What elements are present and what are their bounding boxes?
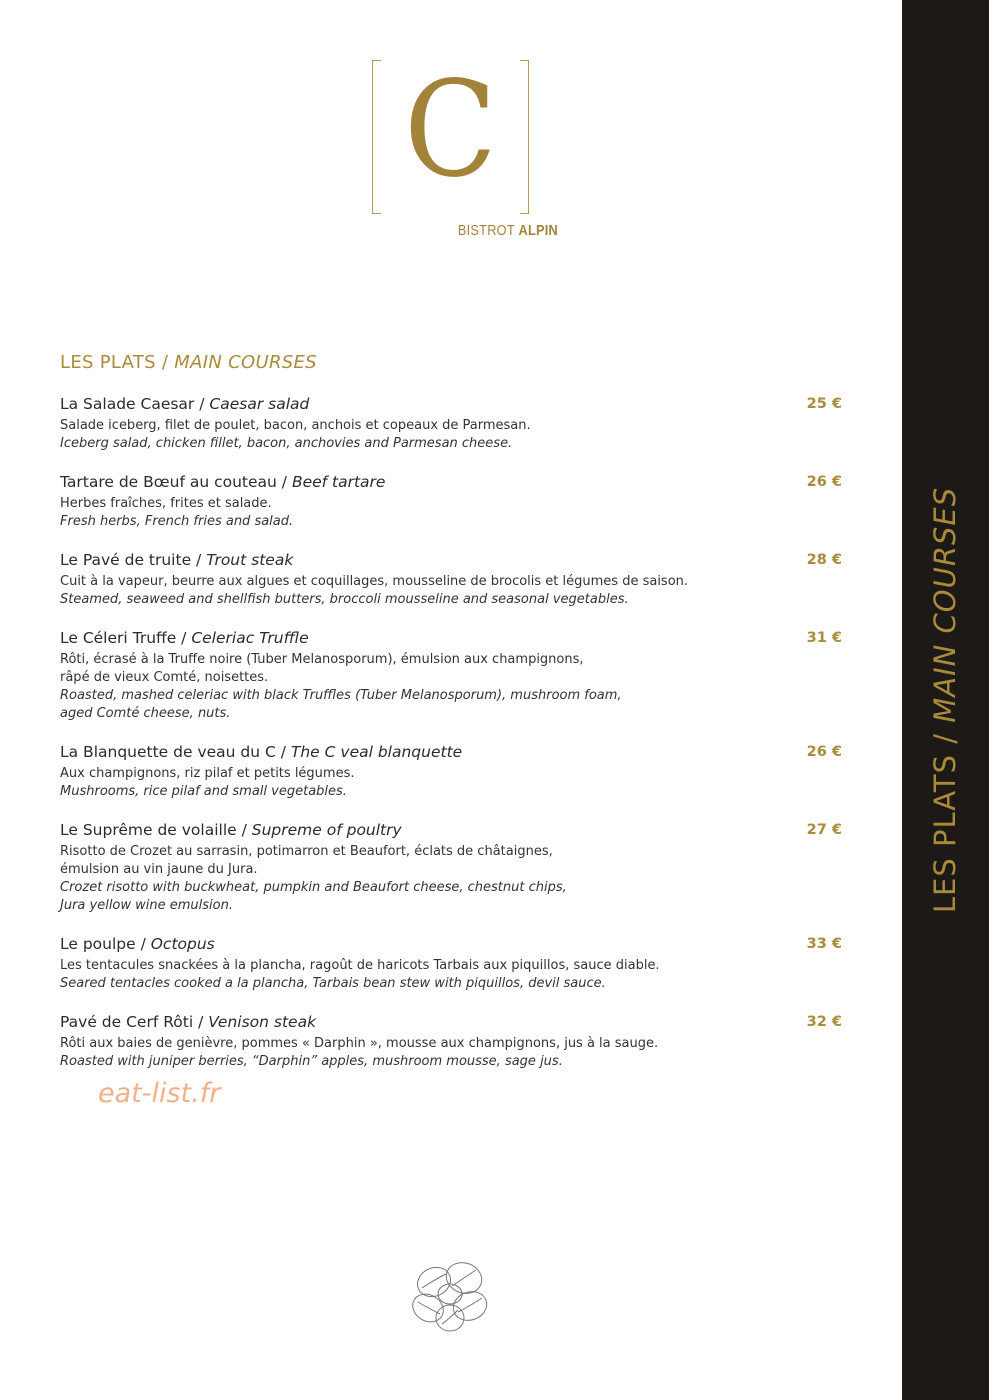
item-name-en: Octopus: [150, 935, 215, 953]
item-name-fr: La Salade Caesar /: [60, 395, 210, 413]
item-name: [60, 393, 842, 415]
item-desc-fr: Rôti, écrasé à la Truffe noire (Tuber Melanosporum), émulsion aux champignons, râpé de vieux Comté, noisettes.: [60, 652, 584, 685]
item-price: 31 €: [806, 630, 842, 646]
menu-items: [60, 393, 842, 1089]
side-title-en: MAIN COURSES: [928, 486, 962, 723]
item-price: 33 €: [806, 936, 842, 952]
logo-tagline: [374, 222, 558, 239]
item-desc-fr: Risotto de Crozet au sarrasin, potimarron et Beaufort, éclats de châtaignes, émulsion au vin jaune du Jura.: [60, 844, 553, 877]
item-name: [60, 627, 842, 649]
item-name-fr: Le Suprême de volaille /: [60, 821, 252, 839]
menu-item: [60, 627, 842, 723]
item-desc-fr: Aux champignons, riz pilaf et petits légumes.: [60, 766, 355, 781]
item-name: [60, 1011, 842, 1033]
item-name-fr: La Blanquette de veau du C /: [60, 743, 291, 761]
item-name: [60, 471, 842, 493]
item-name-en: Trout steak: [206, 551, 294, 569]
section-title: [60, 352, 317, 373]
item-name: [60, 933, 842, 955]
item-price: 28 €: [806, 552, 842, 568]
item-price: 27 €: [806, 822, 842, 838]
watermark: eat-list.fr: [98, 1078, 221, 1109]
item-name-en: The C veal blanquette: [290, 743, 463, 761]
menu-item: [60, 741, 842, 801]
item-desc-en: Steamed, seaweed and shellfish butters, broccoli mousseline and seasonal vegetables.: [60, 592, 629, 607]
menu-item: [60, 549, 842, 609]
item-price: 32 €: [806, 1014, 842, 1030]
item-name-en: Celeriac Truffle: [191, 629, 309, 647]
item-desc-en: Iceberg salad, chicken fillet, bacon, anchovies and Parmesan cheese.: [60, 436, 513, 451]
item-desc-fr: Les tentacules snackées à la plancha, ragoût de haricots Tarbais aux piquillos, sauce diable.: [60, 958, 660, 973]
item-desc-en: Mushrooms, rice pilaf and small vegetables.: [60, 784, 347, 799]
item-desc-en: Crozet risotto with buckwheat, pumpkin and Beaufort cheese, chestnut chips, Jura yellow wine emulsion.: [60, 880, 567, 913]
item-name-en: Venison steak: [208, 1013, 317, 1031]
item-name: [60, 741, 842, 763]
item-price: 26 €: [806, 474, 842, 490]
logo-tagline-bold: ALPIN: [518, 222, 558, 239]
item-name-en: Caesar salad: [209, 395, 310, 413]
item-desc-en: Roasted, mashed celeriac with black Truffles (Tuber Melanosporum), mushroom foam, aged Comté cheese, nuts.: [60, 688, 622, 721]
logo-tagline-light: BISTROT: [457, 222, 519, 239]
logo-letter: C: [404, 53, 497, 207]
menu-item: [60, 393, 842, 453]
section-title-en: MAIN COURSES: [174, 352, 317, 373]
menu-item: [60, 933, 842, 993]
item-name-fr: Pavé de Cerf Rôti /: [60, 1013, 209, 1031]
item-desc-fr: Herbes fraîches, frites et salade.: [60, 496, 272, 511]
menu-item: [60, 819, 842, 915]
item-name-en: Beef tartare: [291, 473, 386, 491]
item-desc-en: Roasted with juniper berries, “Darphin” apples, mushroom mousse, sage jus.: [60, 1054, 563, 1069]
item-desc-fr: Salade iceberg, filet de poulet, bacon, anchois et copeaux de Parmesan.: [60, 418, 531, 433]
item-desc-fr: Cuit à la vapeur, beurre aux algues et coquillages, mousseline de brocolis et légumes de saison.: [60, 574, 689, 589]
item-price: 26 €: [806, 744, 842, 760]
side-band-title: [928, 487, 962, 913]
item-name-fr: Le poulpe /: [60, 935, 151, 953]
item-desc-fr: Rôti aux baies de genièvre, pommes « Darphin », mousse aux champignons, jus à la sauge.: [60, 1036, 659, 1051]
item-name: [60, 549, 842, 571]
item-price: 25 €: [806, 396, 842, 412]
item-name-fr: Tartare de Bœuf au couteau /: [60, 473, 292, 491]
menu-item: [60, 1011, 842, 1071]
menu-item: [60, 471, 842, 531]
section-title-fr: LES PLATS /: [60, 352, 175, 373]
leaf-bouquet-icon: [408, 1258, 494, 1336]
restaurant-logo: [372, 53, 558, 239]
item-desc-en: Fresh herbs, French fries and salad.: [60, 514, 294, 529]
item-name-en: Supreme of poultry: [251, 821, 402, 839]
item-name-fr: Le Céleri Truffe /: [60, 629, 192, 647]
side-title-fr: LES PLATS /: [928, 722, 962, 914]
item-name-fr: Le Pavé de truite /: [60, 551, 207, 569]
item-desc-en: Seared tentacles cooked a la plancha, Tarbais bean stew with piquillos, devil sauce.: [60, 976, 606, 991]
item-name: [60, 819, 842, 841]
